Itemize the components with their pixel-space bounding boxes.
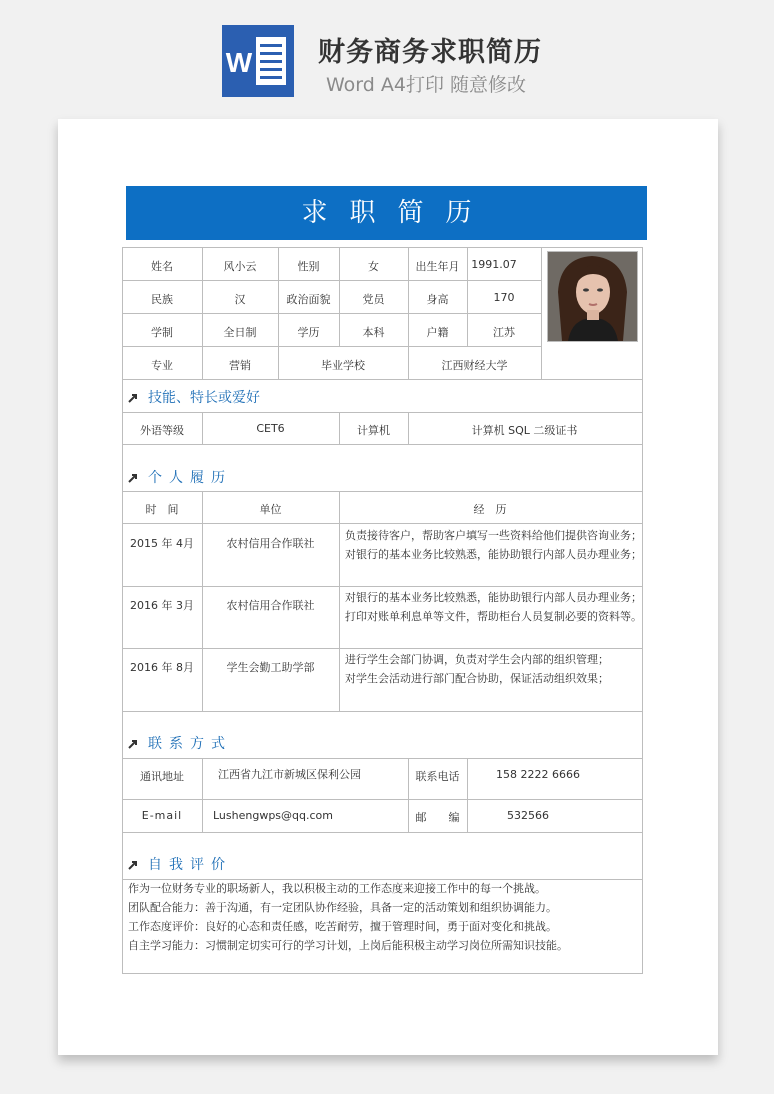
grid-line xyxy=(122,799,642,800)
grid-line xyxy=(122,832,642,833)
section-arrow-icon xyxy=(128,393,138,403)
page-subtitle: Word A4打印 随意修改 xyxy=(326,74,527,96)
self-eval-line: 作为一位财务专业的职场新人，我以积极主动的工作态度来迎接工作中的每一个挑战。 xyxy=(128,882,546,895)
name-label: 姓名 xyxy=(151,260,173,273)
computer-label: 计算机 xyxy=(357,424,390,437)
self-eval-line: 工作态度评价：良好的心态和责任感，吃苦耐劳，擅于管理时间，勇于面对变化和挑战。 xyxy=(128,920,557,933)
phone-value: 158 2222 6666 xyxy=(496,768,580,781)
gender-value: 女 xyxy=(368,260,379,273)
grid-line xyxy=(122,758,642,759)
hukou-label: 户籍 xyxy=(426,326,449,339)
history-exp-line: 对银行的基本业务比较熟悉，能协助银行内部人员办理业务； xyxy=(345,548,642,561)
resume-banner: 求职简历 xyxy=(126,186,647,240)
section-arrow-icon xyxy=(128,739,138,749)
history-time: 2016 年 3月 xyxy=(130,599,194,612)
contact-section-title: 联系方式 xyxy=(128,733,232,753)
page-title: 财务商务求职简历 xyxy=(318,37,542,68)
history-unit: 农村信用合作联社 xyxy=(226,537,315,550)
history-time: 2016 年 8月 xyxy=(130,661,194,674)
grid-line xyxy=(122,648,642,649)
schooling-value: 全日制 xyxy=(223,326,257,339)
history-exp-line: 对学生会活动进行部门配合协助，保证活动组织效果； xyxy=(345,672,609,685)
schooling-label: 学制 xyxy=(151,326,173,339)
major-label: 专业 xyxy=(151,359,173,372)
computer-value: 计算机 SQL 二级证书 xyxy=(471,424,578,437)
grid-line xyxy=(122,280,542,281)
page-header xyxy=(0,0,774,110)
height-value: 170 xyxy=(493,291,515,304)
grid-line xyxy=(541,247,542,379)
ethnic-value: 汉 xyxy=(234,293,246,306)
postcode-value: 532566 xyxy=(507,809,549,822)
grid-line xyxy=(122,711,642,712)
grid-line xyxy=(122,523,642,524)
history-unit: 学生会勤工助学部 xyxy=(226,661,315,674)
lang-label: 外语等级 xyxy=(140,424,184,437)
self-eval-line: 团队配合能力：善于沟通，有一定团队协作经验，具备一定的活动策划和组织协调能力。 xyxy=(128,901,557,914)
ethnic-label: 民族 xyxy=(151,293,173,306)
grid-line xyxy=(122,586,642,587)
history-unit: 农村信用合作联社 xyxy=(226,599,315,612)
name-value: 风小云 xyxy=(223,260,257,273)
grid-line xyxy=(339,491,340,711)
email-label: E-mail xyxy=(141,809,183,822)
hukou-value: 江苏 xyxy=(493,326,515,339)
degree-label: 学历 xyxy=(297,326,320,339)
birth-value: 1991.07 xyxy=(471,258,517,271)
grid-line xyxy=(122,444,642,445)
grid-line xyxy=(122,313,542,314)
portrait-photo xyxy=(547,251,638,342)
word-logo-icon xyxy=(222,25,294,97)
self-eval-line: 自主学习能力：习惯制定切实可行的学习计划，上岗后能积极主动学习岗位所需知识技能。 xyxy=(128,939,568,952)
grid-line xyxy=(467,758,468,832)
grid-line xyxy=(122,346,542,347)
self-eval-section-title: 自我评价 xyxy=(128,854,232,874)
history-exp-line: 打印对账单利息单等文件，帮助柜台人员复制必要的资料等。 xyxy=(345,610,642,623)
grid-line xyxy=(122,379,642,380)
school-label: 毕业学校 xyxy=(321,359,365,372)
grid-line xyxy=(122,412,642,413)
phone-label: 联系电话 xyxy=(415,770,460,783)
history-exp-line: 负责接待客户，帮助客户填写一些资料给他们提供咨询业务； xyxy=(345,529,642,542)
grid-line xyxy=(122,491,642,492)
history-col-unit: 单位 xyxy=(259,503,282,516)
politics-value: 党员 xyxy=(362,293,385,306)
history-exp-line: 进行学生会部门协调，负责对学生会内部的组织管理； xyxy=(345,653,609,666)
grid-line xyxy=(202,758,203,832)
history-col-time: 时 间 xyxy=(145,503,179,516)
skills-section-title: 技能、特长或爱好 xyxy=(128,387,260,407)
degree-value: 本科 xyxy=(362,326,385,339)
postcode-label: 邮 编 xyxy=(415,811,460,824)
history-time: 2015 年 4月 xyxy=(130,537,194,550)
history-section-title: 个人履历 xyxy=(128,467,232,487)
svg-text:W: W xyxy=(225,47,253,78)
address-label: 通讯地址 xyxy=(140,770,184,783)
gender-label: 性别 xyxy=(297,260,320,273)
height-label: 身高 xyxy=(426,293,449,306)
section-arrow-icon xyxy=(128,473,138,483)
major-value: 营销 xyxy=(229,359,251,372)
school-value: 江西财经大学 xyxy=(441,359,508,372)
email-value: Lushengwps@qq.com xyxy=(213,809,333,822)
politics-label: 政治面貌 xyxy=(286,293,331,306)
birth-label: 出生年月 xyxy=(415,260,460,273)
section-arrow-icon xyxy=(128,860,138,870)
history-col-exp: 经 历 xyxy=(473,503,507,516)
lang-value: CET6 xyxy=(256,422,285,435)
history-exp-line: 对银行的基本业务比较熟悉，能协助银行内部人员办理业务； xyxy=(345,591,642,604)
address-value: 江西省九江市新城区保利公园 xyxy=(218,768,361,781)
